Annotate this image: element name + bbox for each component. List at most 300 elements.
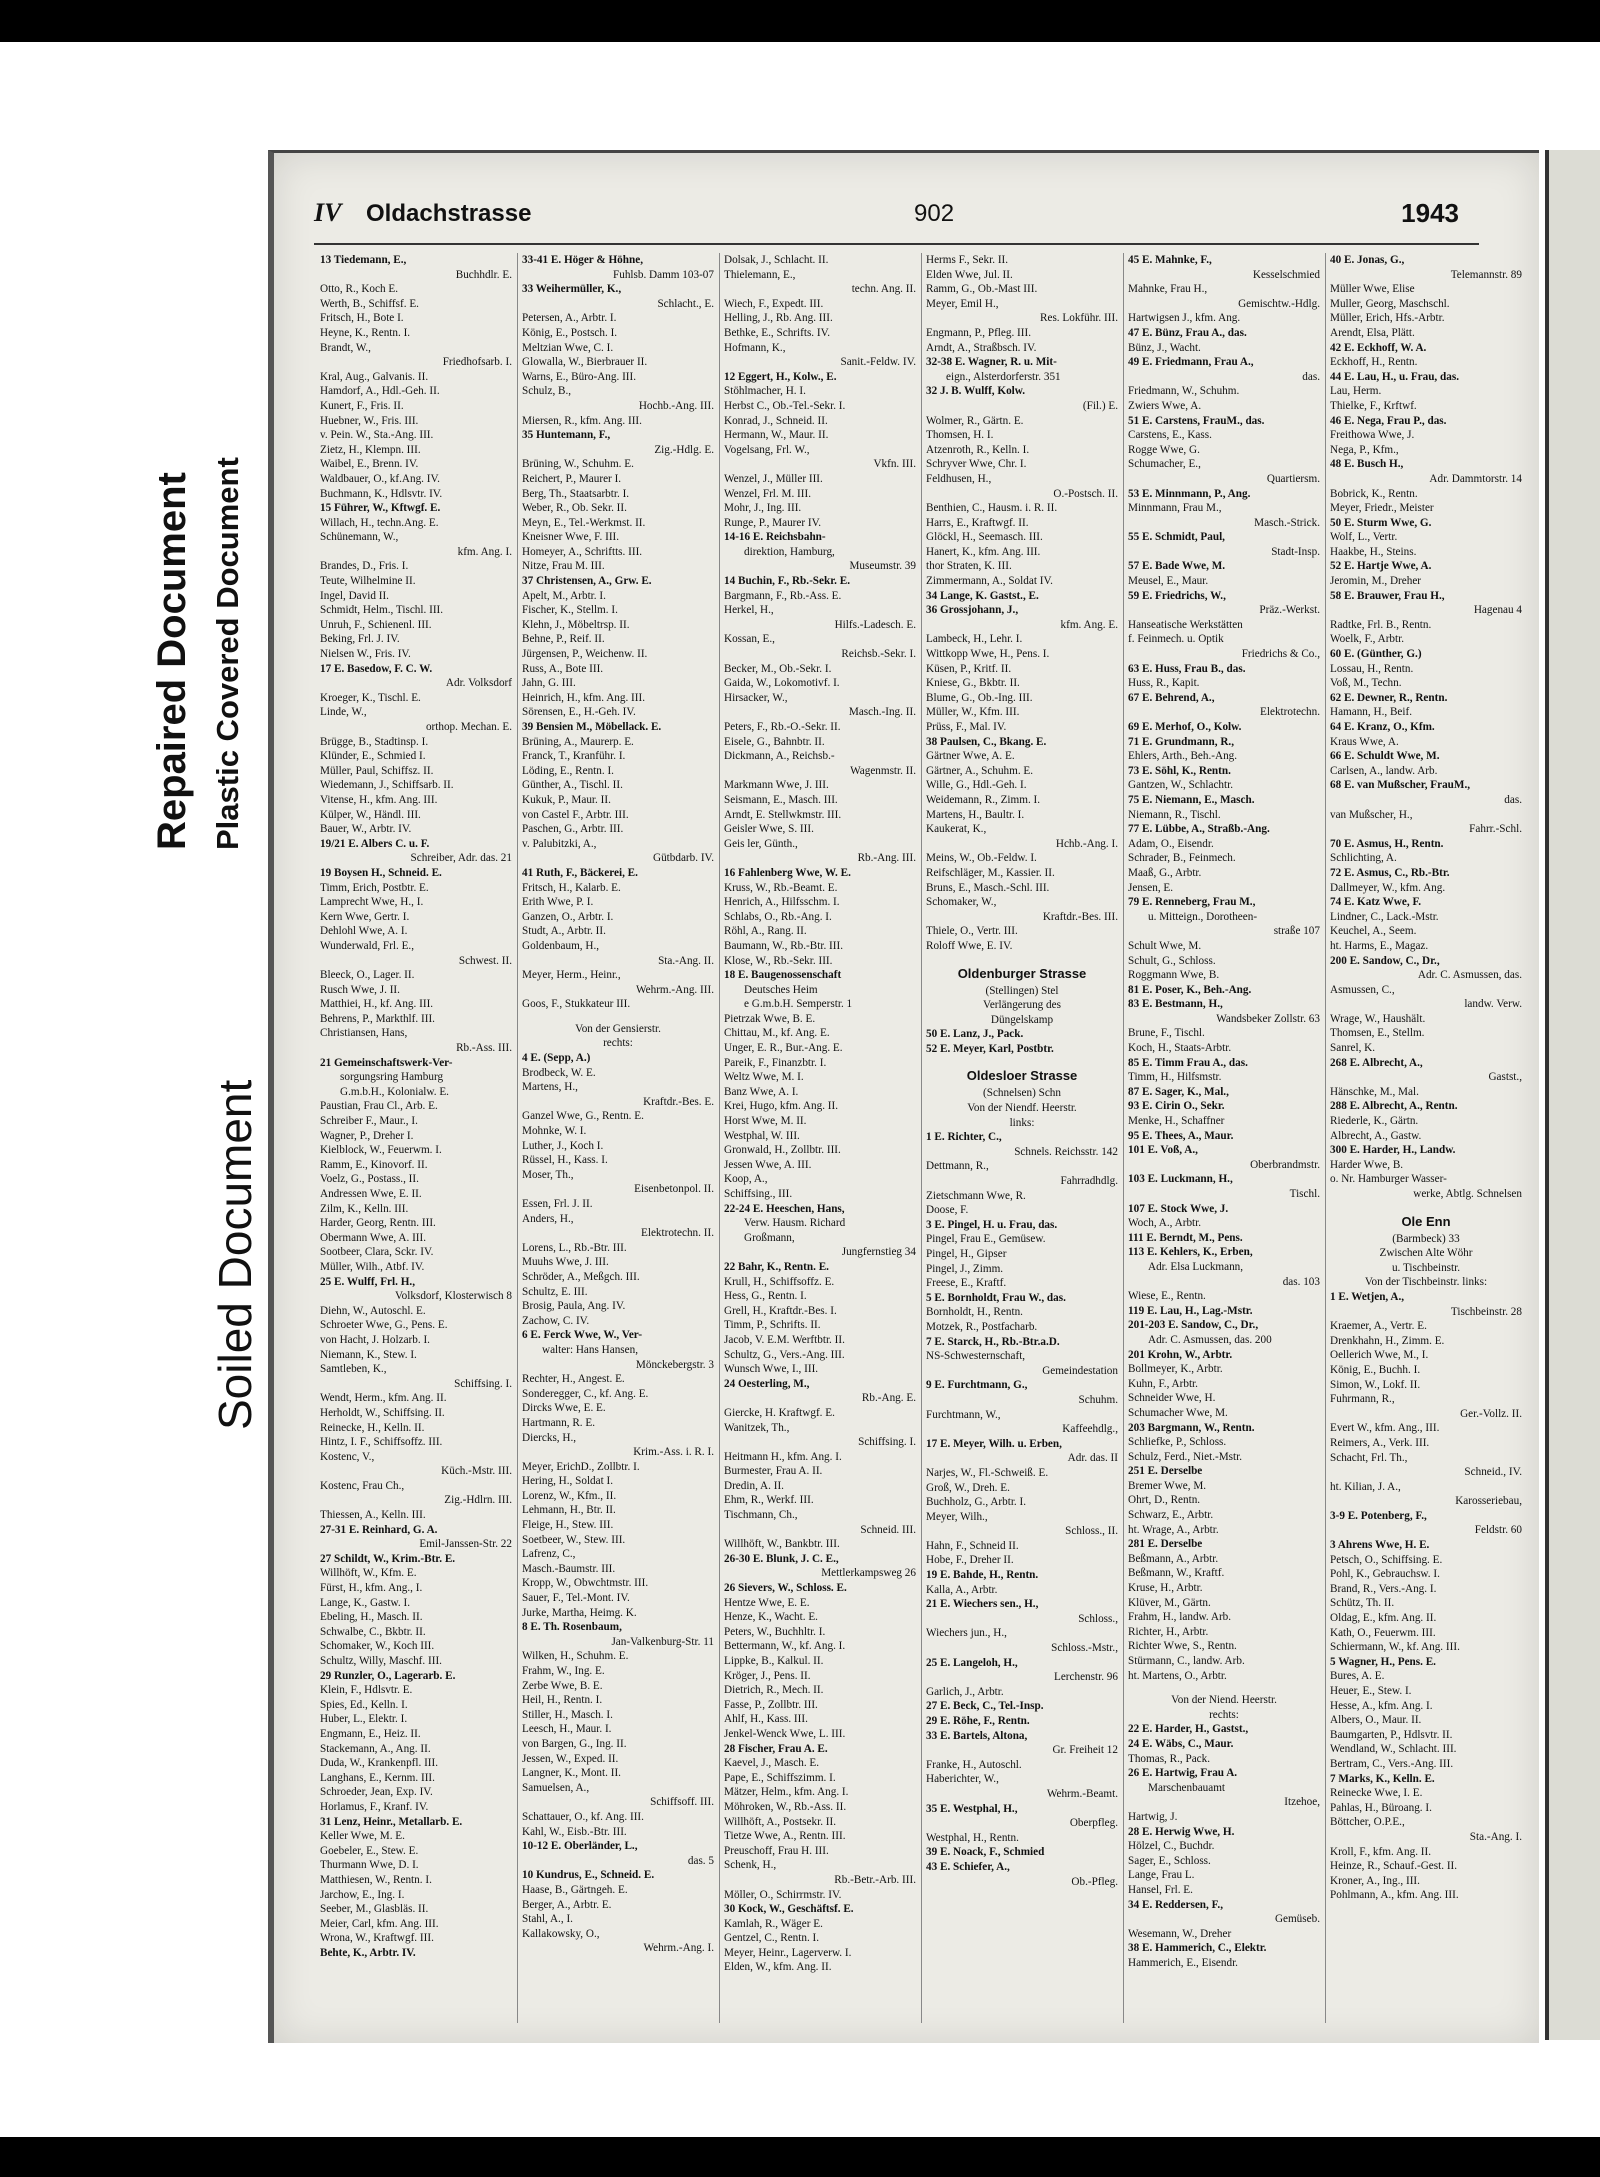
directory-entry: Rb.-Ang. III. [857,852,916,865]
column-divider [517,253,518,2023]
directory-entry: 33 Weihermüller, K., [522,283,622,296]
directory-entry: Willach, H., techn.Ang. E. [320,516,439,529]
directory-entry: ht. Martens, O., Arbtr. [1128,1669,1227,1682]
column-divider [1123,253,1124,2023]
directory-entry: Vkfn. III. [873,458,916,471]
directory-entry: Beßmann, W., Kraftf. [1128,1567,1225,1580]
directory-entry: 59 E. Friedrichs, W., [1128,589,1226,602]
district-number: IV [314,198,342,227]
directory-entry: Dallmeyer, W., kfm. Ang. [1330,881,1446,894]
directory-entry: Zimmermann, A., Soldat IV. [926,575,1053,588]
directory-entry: Rogge Wwe, G. [1128,443,1200,456]
directory-entry: Pingel, H., Gipser [926,1248,1007,1260]
directory-entry: Res. Lokführ. III. [1040,312,1118,325]
directory-entry: 3 Ahrens Wwe, H. E. [1330,1539,1430,1552]
directory-entry: Ramm, G., Ob.-Mast III. [926,283,1038,296]
directory-entry: Schenk, H., [724,1859,777,1872]
directory-entry: Unruh, F., Schienenl. III. [320,618,432,631]
directory-entry: Paschen, G., Arbtr. III. [522,823,624,836]
directory-entry: 17 E. Meyer, Wilh. u. Erben, [926,1437,1062,1450]
directory-entry: Meyer, Wilh., [926,1510,988,1523]
directory-entry: Muuhs Wwe, J. III. [522,1256,609,1269]
directory-entry: Geisler Wwe, S. III. [724,823,814,836]
directory-entry: Wolf, L., Vertr. [1330,531,1398,544]
directory-entry: Ehlers, Arth., Beh.-Ang. [1128,750,1238,763]
directory-column-1 [320,253,512,1960]
directory-entry: Erith Wwe, P. I. [522,896,594,909]
directory-entry: 24 Oesterling, M., [724,1377,810,1390]
directory-entry: Benthien, C., Hausm. i. R. II. [926,502,1058,515]
directory-entry: Narjes, W., Fl.-Schweiß. E. [926,1466,1049,1479]
directory-entry: Müller, W., Kfm. III. [926,706,1020,719]
directory-entry: Buchholz, G., Arbtr. I. [926,1496,1027,1509]
directory-entry: Kahl, W., Eisb.-Btr. III. [522,1825,627,1838]
directory-entry: Huss, R., Kapit. [1128,677,1200,690]
directory-entry: Bruns, E., Masch.-Schl. III. [926,881,1050,894]
directory-entry: Kern Wwe, Gertr. I. [320,910,410,923]
directory-entry: Hartwig, J. [1128,1810,1178,1823]
directory-entry: Gentzel, C., Rentn. I. [724,1932,820,1945]
directory-entry: Wesemann, W., Dreher [1128,1927,1232,1940]
directory-entry: Asmussen, C., [1330,983,1395,996]
directory-entry: Heitmann H., kfm. Ang. I. [724,1450,842,1463]
directory-entry: Wehrm.-Beamt. [1046,1787,1118,1800]
directory-entry: Andressen Wwe, E. II. [320,1188,422,1200]
directory-entry: Von der Gensierstr. [575,1022,661,1035]
directory-entry: 5 Wagner, H., Pens. E. [1330,1655,1436,1668]
directory-entry: 203 Bargmann, W., Rentn. [1128,1421,1255,1434]
directory-entry: Schwest. II. [458,954,512,967]
directory-entry: Duda, W., Krankenpfl. III. [320,1757,439,1770]
directory-entry: Goos, F., Stukkateur III. [522,998,631,1011]
directory-entry: 30 Kock, W., Geschäftsf. E. [724,1903,854,1916]
directory-entry: Franke, H., Autoschl. [926,1758,1022,1771]
directory-entry: Lamprecht Wwe, H., I. [320,896,424,909]
directory-entry: Niemann, R., Tischl. [1128,808,1221,821]
directory-entry: 50 E. Lanz, J., Pack. [926,1028,1024,1041]
directory-entry: Meyer, Herm., Heinr., [522,969,621,982]
directory-entry: Haberichter, W., [926,1773,999,1786]
directory-entry: 67 E. Behrend, A., [1128,691,1215,704]
directory-entry: Pohl, K., Gebrauchsw. I. [1330,1568,1440,1581]
directory-entry: Kossan, E., [724,633,775,646]
directory-entry: Schünemann, W., [320,531,399,544]
directory-entry: Schroeter Wwe, G., Pens. E. [320,1319,448,1332]
directory-entry: Klein, F., Hdlsvtr. E. [320,1684,413,1697]
directory-entry: Heyne, K., Rentn. I. [320,326,411,339]
directory-entry: 79 E. Renneberg, Frau M., [1128,896,1256,909]
directory-entry: Schiffsing., III. [724,1188,793,1200]
directory-entry: 57 E. Bade Wwe, M. [1128,560,1226,573]
directory-entry: 34 E. Reddersen, F., [1128,1898,1223,1911]
directory-entry: Engmann, P., Pfleg. III. [926,326,1032,339]
directory-entry: Thomsen, H. I. [926,429,994,442]
directory-entry: Gemeindestation [1042,1364,1118,1377]
directory-entry: Thurmann Wwe, D. I. [320,1859,419,1872]
directory-entry: Tietze Wwe, A., Rentn. III. [724,1830,846,1843]
directory-entry: Kniese, G., Bkbtr. II. [926,677,1020,690]
directory-entry: Pingel, Frau E., Gemüsew. [926,1233,1046,1246]
directory-entry: Brügge, B., Stadtinsp. I. [320,735,429,748]
directory-entry: Heinrich, H., kfm. Ang. III. [522,691,646,704]
directory-entry: Kath, O., Feuerwm. III. [1330,1626,1436,1639]
directory-entry: Geis ler, Günth., [724,837,798,850]
directory-entry: Albrecht, A., Gastw. [1330,1129,1422,1142]
directory-entry: Weber, R., Ob. Sekr. II. [522,502,627,515]
directory-entry: 24 E. Wäbs, C., Maur. [1128,1737,1234,1750]
directory-entry: Lambeck, H., Lehr. I. [926,633,1023,646]
directory-entry: Tischl. [1289,1188,1320,1200]
directory-entry: Schult Wwe, M. [1128,939,1202,952]
directory-entry: Harrs, E., Kraftwgf. II. [926,516,1029,529]
directory-entry: 113 E. Kehlers, K., Erben, [1128,1246,1253,1259]
directory-entry: 43 E. Schiefer, A., [926,1860,1010,1873]
directory-entry: 281 E. Derselbe [1128,1538,1203,1551]
directory-entry: Kuhn, F., Arbtr. [1128,1377,1198,1390]
directory-entry: Wunderwald, Frl. E., [320,939,415,952]
directory-entry: Gantzen, W., Schlachtr. [1128,779,1234,792]
directory-entry: Meyer, ErichD., Zollbtr. I. [522,1460,640,1473]
directory-entry: Hentze Wwe, E. E. [724,1596,810,1609]
directory-entry: Franck, T., Kranführ. I. [522,750,626,763]
directory-entry: Bettermann, W., kf. Ang. I. [724,1640,846,1653]
directory-entry: Lange, Frau L. [1128,1869,1195,1882]
directory-entry: Schiffsoff. III. [650,1796,714,1809]
directory-entry: Kallakowsky, O., [522,1927,600,1940]
directory-entry: 81 E. Poser, K., Beh.-Ang. [1128,983,1252,996]
directory-entry: Zig.-Hdlg. E. [654,443,714,456]
column-divider [1325,253,1326,2023]
directory-entry: o. Nr. Hamburger Wasser- [1330,1173,1447,1186]
directory-entry: Masch.-Strick. [1254,516,1320,529]
directory-entry: 1 E. Wetjen, A., [1330,1290,1405,1303]
directory-entry: Moser, Th., [522,1168,574,1181]
directory-entry: Luther, J., Koch I. [522,1139,604,1152]
directory-entry: Oberbrandmstr. [1250,1158,1320,1171]
directory-entry: Keuchel, A., Seem. [1330,925,1417,938]
directory-entry: Gütbdarb. IV. [652,852,714,865]
directory-entry: 201-203 E. Sandow, C., Dr., [1128,1319,1259,1332]
directory-entry: 300 E. Harder, H., Landw. [1330,1144,1456,1157]
street-heading: Oldachstrasse [366,200,532,227]
directory-entry: u. Tischbeinstr. [1391,1261,1461,1274]
directory-entry: Radtke, Frl. B., Rentn. [1330,618,1432,631]
directory-entry: 101 E. Voß, A., [1128,1144,1198,1157]
directory-entry: rechts: [603,1037,633,1050]
directory-entry: Ramm, E., Kinovorf. II. [320,1158,428,1171]
directory-entry: 6 E. Ferck Wwe, W., Ver- [522,1329,643,1342]
directory-entry: 77 E. Lübbe, A., Straßb.-Ang. [1128,823,1270,836]
directory-entry: Albers, O., Maur. II. [1330,1714,1422,1727]
directory-entry: Wandsbeker Zollstr. 63 [1216,1012,1320,1025]
directory-entry: Homeyer, A., Schriftts. III. [522,545,643,558]
directory-entry: 33-41 E. Höger & Höhne, [522,254,643,266]
directory-entry: 52 E. Meyer, Karl, Postbtr. [926,1042,1054,1055]
directory-entry: Preuschoff, Frau H. III. [724,1844,829,1857]
directory-page [268,150,1539,2043]
directory-entry: Haakbe, H., Steins. [1330,545,1417,558]
directory-entry: Möhroken, W., Rb.-Ass. II. [724,1800,847,1813]
directory-entry: Seeber, M., Glasbläs. II. [320,1903,429,1916]
directory-entry: Hirsacker, W., [724,691,788,704]
directory-entry: Großmann, [744,1231,795,1244]
directory-entry: Mätzer, Helm., kfm. Ang. I. [724,1786,849,1799]
directory-entry: Fuhrmann, R., [1330,1393,1395,1406]
directory-entry: Brune, F., Tischl. [1128,1027,1205,1040]
column-divider [921,253,922,2023]
directory-entry: Meusel, E., Maur. [1128,575,1209,588]
directory-entry: Willhöft, W., Bankbtr. III. [724,1538,840,1551]
directory-entry: Schumacher, E., [1128,458,1201,471]
directory-entry: Teute, Wilhelmine II. [320,575,416,588]
directory-entry: Hansel, Frl. E. [1128,1883,1193,1896]
directory-entry: Kraftdr.-Bes. III. [1042,910,1118,923]
directory-entry: Fahrradhdlg. [1060,1175,1118,1188]
directory-entry: Warns, E., Büro-Ang. III. [522,370,637,383]
directory-entry: Gr. Freiheit 12 [1052,1744,1118,1757]
directory-entry: Reichert, P., Maurer I. [522,472,622,485]
directory-entry: Schmidt, Helm., Tischl. III. [320,604,444,617]
directory-entry: Zwiers Wwe, A. [1128,399,1202,412]
directory-entry: Stackemann, A., Ang. II. [320,1742,431,1755]
directory-entry: Kruse, H., Arbtr. [1128,1582,1203,1595]
directory-entry: Bobrick, K., Rentn. [1330,487,1418,500]
directory-entry: Verlängerung des [983,999,1061,1012]
directory-entry: Krim.-Ass. i. R. I. [633,1446,714,1459]
directory-entry: Zachow, C. IV. [522,1314,590,1327]
directory-entry: Wagenmstr. II. [850,764,916,777]
directory-entry: 27-31 E. Reinhard, G. A. [320,1523,438,1536]
directory-entry: Haase, B., Gärtngeh. E. [522,1883,628,1896]
directory-entry: Petsch, O., Schiffsing. E. [1330,1553,1443,1566]
directory-entry: Kaevel, J., Masch. E. [724,1757,820,1770]
directory-entry: Hchb.-Ang. I. [1055,837,1118,850]
directory-entry: Schiffsing. I. [454,1377,512,1390]
directory-entry: Nielsen W., Fris. IV. [320,648,411,661]
directory-entry: Soetbeer, W., Stew. III. [522,1533,626,1546]
directory-entry: Ob.-Pfleg. [1071,1875,1118,1888]
directory-entry: Helling, J., Rb. Ang. III. [724,312,833,325]
year: 1943 [1401,198,1459,228]
directory-entry: Langner, K., Mont. II. [522,1767,621,1780]
directory-entry: Mettlerkampsweg 26 [821,1567,916,1580]
directory-entry: das. 103 [1282,1275,1320,1288]
directory-entry: Krull, H., Schiffsoffz. E. [724,1275,835,1288]
directory-entry: 22 E. Harder, H., Gastst., [1128,1723,1249,1736]
directory-entry: 40 E. Jonas, G., [1330,254,1405,266]
directory-entry: 58 E. Brauwer, Frau H., [1330,589,1445,602]
directory-entry: Gaida, W., Lokomotivf. I. [724,677,840,690]
directory-entry: Bures, A. E. [1330,1670,1385,1683]
directory-entry: Otto, R., Koch E. [320,283,398,296]
directory-entry: Jessen, W., Exped. II. [522,1752,619,1765]
directory-entry: ht. Wrage, A., Arbtr. [1128,1523,1219,1536]
directory-entry: Deutsches Heim [744,983,818,996]
directory-entry: straße 107 [1273,925,1320,938]
section-spacer [926,954,1118,964]
directory-entry: Kropp, W., Obwchtmstr. III. [522,1577,649,1590]
directory-entry: Petersen, A., Arbtr. I. [522,312,617,325]
directory-entry: Langhans, E., Kernm. III. [320,1771,435,1784]
directory-entry: Voß, M., Techn. [1330,677,1402,690]
directory-entry: Röhl, A., Rang. II. [724,925,807,938]
directory-entry: von Hacht, J. Holzarb. I. [320,1333,430,1346]
directory-entry: Pahlas, H., Büroang. I. [1330,1801,1432,1814]
directory-entry: 18 E. Baugenossenschaft [724,969,842,982]
directory-entry: Lerchenstr. 96 [1054,1671,1118,1684]
directory-entry: 39 E. Noack, F., Schmied [926,1846,1045,1859]
directory-entry: Eisenbetonpol. II. [634,1183,714,1196]
directory-entry: Kroll, F., kfm. Ang. II. [1330,1845,1432,1858]
directory-entry: Buchmann, K., Hdlsvtr. IV. [320,487,443,500]
directory-entry: Quartiersm. [1266,472,1320,485]
directory-entry: kfm. Ang. I. [457,545,512,558]
directory-column-5 [1128,253,1320,1970]
directory-entry: Thielke, F., Krftwf. [1330,399,1417,412]
directory-entry: Schattauer, O., kf. Ang. III. [522,1810,644,1823]
directory-entry: Schrader, B., Feinmech. [1128,852,1236,865]
directory-entry: Stürmann, C., landw. Arb. [1128,1655,1245,1667]
plastic-covered-document-label: Plastic Covered Document [210,457,245,850]
soiled-document-label: Soiled Document [209,1079,261,1430]
directory-entry: Gastst., [1488,1071,1522,1084]
directory-entry: Pingel, J., Zimm. [926,1262,1004,1275]
directory-entry: Sta.-Ang. II. [658,954,714,967]
directory-entry: Oberpfleg. [1069,1817,1118,1830]
directory-entry: Matthiesen, W., Rentn. I. [320,1873,432,1886]
directory-entry: Beßmann, A., Arbtr. [1128,1552,1219,1565]
directory-entry: 10-12 E. Oberländer, L., [522,1840,638,1853]
directory-entry: Koop, A., [724,1173,768,1186]
directory-entry: Hintz, I. F., Schiffsoffz. III. [320,1436,443,1449]
directory-entry: 26-30 E. Blunk, J. C. E., [724,1552,839,1565]
directory-entry: Keller Wwe, M. E. [320,1830,405,1843]
directory-entry: 68 E. van Mußscher, FrauM., [1330,779,1471,792]
directory-entry: 33 E. Bartels, Altona, [926,1729,1028,1742]
directory-entry: 21 E. Wiechers sen., H., [926,1598,1039,1611]
directory-entry: 85 E. Timm Frau A., das. [1128,1056,1248,1069]
directory-entry: Telemannstr. 89 [1450,268,1522,281]
directory-entry: Nitze, Frau M. III. [522,560,605,573]
directory-entry: Kral, Aug., Galvanis. II. [320,370,429,383]
directory-entry: Wehrm.-Ang. III. [635,983,714,996]
directory-entry: 28 Fischer, Frau A. E. [724,1742,828,1755]
repaired-document-label: Repaired Document [150,472,194,850]
directory-entry: Unger, E. R., Bur.-Ang. E. [724,1042,843,1055]
directory-entry: Küsen, P., Kritf. II. [926,662,1012,675]
directory-entry: Volksdorf, Klosterwisch 8 [395,1290,512,1303]
directory-entry: (Fil.) E. [1082,399,1118,412]
directory-entry: das. [1504,793,1522,806]
directory-entry: Ohrt, D., Rentn. [1128,1494,1201,1507]
directory-entry: von Bargen, G., Ing. II. [522,1737,627,1750]
directory-entry: Buchhdlr. E. [455,268,512,281]
directory-entry: techn. Ang. II. [851,283,916,296]
directory-entry: Brandt, W., [320,341,371,354]
directory-entry: 60 E. (Günther, G.) [1330,648,1422,661]
directory-entry: Hilfs.-Ladesch. E. [834,618,916,631]
directory-entry: Gärtner Wwe, A. E. [926,750,1015,763]
directory-entry: Meyn, E., Tel.-Werkmst. II. [522,516,646,529]
directory-entry: Fleige, H., Stew. III. [522,1519,614,1532]
directory-entry: Garlich, J., Arbtr. [926,1685,1004,1698]
directory-entry: Böttcher, O.P.E., [1330,1816,1405,1829]
directory-entry: Ebeling, H., Masch. II. [320,1611,423,1624]
directory-entry: Schultz, Willy, Maschf. III. [320,1655,442,1667]
directory-entry: 25 E. Wulff, Frl. H., [320,1275,415,1288]
directory-entry: Russ, A., Bote III. [522,662,604,675]
section-spacer [1330,1202,1522,1212]
directory-entry: Schloss., II. [1065,1525,1118,1538]
directory-entry: Behrens, P., Markthlf. III. [320,1012,435,1025]
section-spacer [522,1012,714,1022]
directory-entry: Baumgarten, P., Hdlsvtr. II. [1330,1728,1453,1741]
directory-entry: Elden Wwe, Jul. II. [926,268,1013,281]
directory-entry: 251 E. Derselbe [1128,1465,1203,1478]
directory-entry: Lange, K., Gastw. I. [320,1596,410,1609]
column-divider [719,253,720,2023]
directory-entry: Ingel, David II. [320,589,389,602]
directory-entry: Sörensen, E., H.-Geh. IV. [522,706,636,719]
directory-entry: Rb.-Ang. E. [861,1392,916,1405]
directory-entry: Wagner, P., Dreher I. [320,1129,414,1142]
directory-entry: Wehrm.-Ang. I. [643,1942,714,1955]
directory-entry: Miersen, R., kfm. Ang. III. [522,414,642,427]
directory-entry: Sauer, F., Tel.-Mont. IV. [522,1592,630,1605]
directory-entry: Chittau, M., kf. Ang. E. [724,1027,830,1040]
directory-entry: Düngelskamp [990,1013,1054,1026]
directory-entry: Sonderegger, C., kf. Ang. E. [522,1387,649,1400]
directory-entry: 66 E. Schuldt Wwe, M. [1330,750,1440,763]
directory-entry: Jessen Wwe, A. III. [724,1158,812,1171]
directory-entry: 48 E. Busch H., [1330,458,1404,471]
directory-entry: Sanrel, K. [1330,1042,1376,1055]
directory-entry: 64 E. Kranz, O., Kfm. [1330,721,1435,733]
directory-entry: 27 Schildt, W., Krim.-Btr. E. [320,1552,456,1565]
directory-entry: Kruss, W., Rb.-Beamt. E. [724,881,838,894]
directory-entry: Spies, Ed., Kelln. I. [320,1698,408,1711]
directory-entry: Müller Wwe, Elise [1330,283,1415,296]
directory-entry: Engmann, E., Heiz. II. [320,1727,421,1740]
directory-entry: Von der Niend. Heerstr. [1171,1694,1277,1707]
directory-entry: Goebeler, E., Stew. E. [320,1844,419,1857]
directory-entry: Menke, H., Schaffner [1128,1115,1225,1128]
directory-entry: Emil-Janssen-Str. 22 [419,1538,512,1551]
directory-entry: Schomaker, W., Koch III. [320,1640,435,1653]
directory-entry: Kesselschmied [1252,268,1320,281]
directory-entry: Ganzel Wwe, G., Rentn. E. [522,1110,644,1123]
directory-entry: Zerbe Wwe, B. E. [522,1679,603,1692]
directory-entry: Herbst C., Ob.-Tel.-Sekr. I. [724,399,846,412]
directory-entry: Eisele, G., Bahnbtr. II. [724,735,825,748]
directory-entry: Wenzel, J., Müller III. [724,472,823,485]
directory-entry: Burmester, Frau A. II. [724,1465,823,1478]
directory-entry: Jeromin, M., Dreher [1330,575,1422,588]
directory-entry: Karosseriebau, [1455,1495,1522,1508]
directory-entry: Schreiber F., Maur., I. [320,1115,418,1128]
directory-entry: Diehn, W., Autoschl. E. [320,1304,426,1317]
directory-entry: 49 E. Friedmann, Frau A., [1128,356,1254,369]
directory-entry: Thomsen, E., Stellm. [1330,1027,1425,1040]
directory-entry: Thomas, R., Pack. [1128,1752,1211,1765]
directory-entry: Von der Tischbeinstr. links: [1364,1276,1488,1289]
directory-entry: Mohr, J., Ing. III. [724,502,802,515]
directory-entry: (Stellingen) Stel [985,984,1059,997]
directory-entry: Schlabs, O., Rb.-Ang. I. [724,910,832,923]
directory-entry: Brandes, D., Fris. I. [320,560,409,573]
directory-entry: Elden, W., kfm. Ang. II. [724,1961,832,1974]
directory-entry: Wiese, E., Rentn. [1128,1290,1206,1303]
